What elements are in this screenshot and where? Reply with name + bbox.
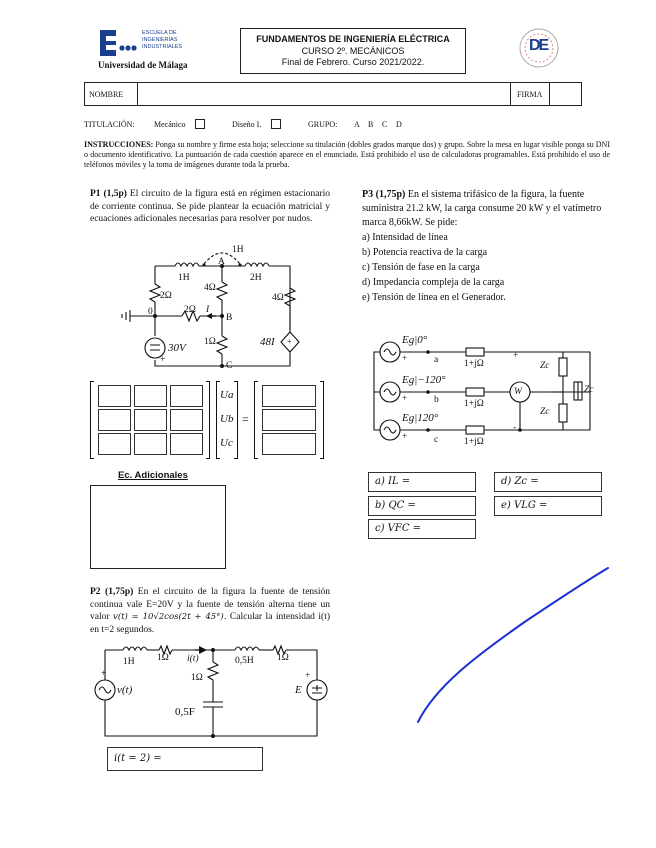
p3-answer-b[interactable]: b) QC = <box>368 496 476 516</box>
p2-statement <box>90 586 330 636</box>
vector-ua: Ua <box>220 389 234 401</box>
p2-text-a: En el circuito de la figura la fuente de tensión continua vale E=20V y la fuente de tensión alterna tiene un valor <box>90 587 331 622</box>
department-seal <box>518 27 560 69</box>
p3-src2: Eg|−120° <box>402 374 446 386</box>
p3-answer-e[interactable]: e) VLG = <box>494 496 602 516</box>
p3-plus-1: + <box>402 354 408 364</box>
p3-statement <box>362 188 602 230</box>
p1-statement <box>90 188 330 226</box>
p1-node-a: A <box>218 257 225 267</box>
p2-r1: 1Ω <box>157 653 169 663</box>
signature-label: FIRMA <box>517 90 543 99</box>
design-checkbox[interactable] <box>271 119 281 129</box>
p3-plus-3: + <box>402 432 408 442</box>
p3-zload-2: Zc <box>584 385 594 395</box>
school-logo <box>98 28 208 60</box>
p2-l1: 1H <box>123 657 135 667</box>
p1-node-c: C <box>226 361 233 371</box>
matrix-cell[interactable] <box>134 409 167 431</box>
p3-items <box>362 230 602 305</box>
p1-vector <box>216 381 238 459</box>
exam-course: CURSO 2º. MECÁNICOS <box>301 45 405 56</box>
mech-checkbox[interactable] <box>195 119 205 129</box>
p2-r-mid: 1Ω <box>191 673 203 683</box>
p2-answer-box[interactable]: i(t = 2) = <box>107 747 263 771</box>
university-name: Universidad de Málaga <box>98 60 188 70</box>
p2-vt: v(t) <box>117 684 133 696</box>
p1-r-a: 4Ω <box>204 283 216 293</box>
p1-source-v: 30V <box>168 342 186 354</box>
p2-e-plus: + <box>305 671 311 681</box>
degree-label: TITULACIÓN: <box>84 120 135 129</box>
p1-rhs <box>254 381 324 459</box>
matrix-cell[interactable] <box>134 433 167 455</box>
p3-plus-2: + <box>402 394 408 404</box>
name-label: NOMBRE <box>89 90 124 99</box>
group-d[interactable]: D <box>396 120 402 129</box>
option-mech-label: Mecánico <box>154 120 186 129</box>
exam-title-box <box>240 28 466 74</box>
p2-text-b: Calcular la intensidad i(t) en t=2 segundos. <box>90 612 331 635</box>
rhs-cell[interactable] <box>262 433 316 455</box>
p1-equals: = <box>242 412 249 426</box>
p2-r2: 1Ω <box>277 653 289 663</box>
p1-r-left: 2Ω <box>160 291 172 301</box>
matrix-cell[interactable] <box>170 409 203 431</box>
p3-item-d: d) Impedancia compleja de la carga <box>362 277 505 288</box>
p1-l-left: 1H <box>178 273 190 283</box>
p3-answer-d[interactable]: d) Zc = <box>494 472 602 492</box>
group-label: GRUPO: <box>308 120 338 129</box>
p3-minus-w: - <box>513 423 517 433</box>
p3-zline-c: 1+jΩ <box>464 437 484 447</box>
p3-text: En el sistema trifásico de la figura, la fuente suministra 21.2 kW, la carga consume 20 kW y el vatímetro marca 8,66kW. Se pide: <box>362 189 602 228</box>
vector-ub: Ub <box>220 413 234 425</box>
p3-zline-a: 1+jΩ <box>464 359 484 369</box>
p3-wattmeter: W <box>514 387 522 397</box>
p3-item-c: c) Tensión de fase en la carga <box>362 262 480 273</box>
p1-node-b: B <box>226 313 233 323</box>
p1-source-plus: + <box>160 355 166 365</box>
p3-zload-1: Zc <box>540 361 550 371</box>
signature-field[interactable] <box>550 83 582 105</box>
p1-source-dep: 48I <box>260 336 275 348</box>
matrix-cell[interactable] <box>170 433 203 455</box>
group-c[interactable]: C <box>382 120 388 129</box>
instructions-label: INSTRUCCIONES: <box>84 140 154 149</box>
name-field[interactable] <box>138 83 510 105</box>
option-design-label: Diseño I. <box>232 120 262 129</box>
p1-l-top: 1H <box>232 245 244 255</box>
group-a[interactable]: A <box>354 120 360 129</box>
p2-l2: 0,5H <box>235 656 254 666</box>
p3-zline-b: 1+jΩ <box>464 399 484 409</box>
p3-zload-3: Zc <box>540 407 550 417</box>
instructions-text: Ponga su nombre y firme esta hoja; seleccione su titulación (dobles grados marque dos) y grupo. Sobre la mesa en lugar visible ponga su DNI o documento identificativo. La puntuación de cada cuestión aparece en el enunciado. Está prohibido el uso de calculadoras programables. Está prohibido el uso de teléfonos móviles y la toma de imágenes durante toda la prueba. <box>84 140 610 169</box>
p1-dep-plus: + <box>287 337 292 346</box>
p2-label: P2 (1,75p) <box>90 587 134 597</box>
p2-vt-plus: + <box>101 669 107 679</box>
exam-title: FUNDAMENTOS DE INGENIERÍA ELÉCTRICA <box>256 34 450 44</box>
degree-row <box>84 120 524 132</box>
p1-i-label: I <box>206 305 210 315</box>
seal-letters: DE <box>529 37 548 54</box>
rhs-cell[interactable] <box>262 409 316 431</box>
logo-line1: ESCUELA DE <box>142 30 177 36</box>
vector-uc: Uc <box>220 437 233 449</box>
group-b[interactable]: B <box>368 120 374 129</box>
p3-answer-c[interactable]: c) VFC = <box>368 519 476 539</box>
p3-item-e: e) Tensión de línea en el Generador. <box>362 292 506 303</box>
matrix-cell[interactable] <box>170 385 203 407</box>
p2-it: i(t) <box>187 654 199 664</box>
instructions <box>84 140 610 170</box>
p2-cap: 0,5F <box>175 706 195 718</box>
exam-session: Final de Febrero. Curso 2021/2022. <box>281 57 425 67</box>
p3-item-a: a) Intensidad de línea <box>362 232 448 243</box>
p1-text: El circuito de la figura está en régimen estacionario de corriente continua. Se pide plantear la ecuación matricial y ecuaciones adicionales necesarias para resolver por nudos. <box>90 189 330 224</box>
matrix-cell[interactable] <box>98 409 131 431</box>
p1-node-0: 0 <box>148 307 153 317</box>
p3-line-b: b <box>434 395 439 405</box>
p1-extra-title: Ec. Adicionales <box>118 470 188 481</box>
p3-item-b: b) Potencia reactiva de la carga <box>362 247 488 258</box>
p1-matrix <box>90 381 210 459</box>
p3-src1: Eg|0° <box>402 334 428 346</box>
p2-e: E <box>295 684 302 696</box>
p1-r-mid: 2Ω <box>184 305 196 315</box>
identity-row <box>84 82 582 106</box>
rhs-cell[interactable] <box>262 385 316 407</box>
p3-line-a: a <box>434 355 439 365</box>
p1-r-right: 4Ω <box>272 293 284 303</box>
matrix-cell[interactable] <box>134 385 167 407</box>
p3-plus-w: + <box>513 351 519 361</box>
p1-label: P1 (1,5p) <box>90 189 127 199</box>
matrix-cell[interactable] <box>98 433 131 455</box>
p3-line-c: c <box>434 435 439 445</box>
logo-line3: INDUSTRIALES <box>142 44 183 50</box>
p2-formula: v(t) = 10√2cos(2t + 45°). <box>113 612 227 622</box>
p1-l-right: 2H <box>250 273 262 283</box>
p1-r-bottom: 1Ω <box>204 337 216 347</box>
pen-stroke <box>416 566 616 726</box>
p3-answer-a[interactable]: a) IL = <box>368 472 476 492</box>
matrix-cell[interactable] <box>98 385 131 407</box>
p3-src3: Eg|120° <box>402 412 439 424</box>
p3-label: P3 (1,75p) <box>362 189 406 200</box>
logo-line2: INGENIERÍAS <box>142 37 178 43</box>
p1-extra-box[interactable] <box>90 485 226 569</box>
